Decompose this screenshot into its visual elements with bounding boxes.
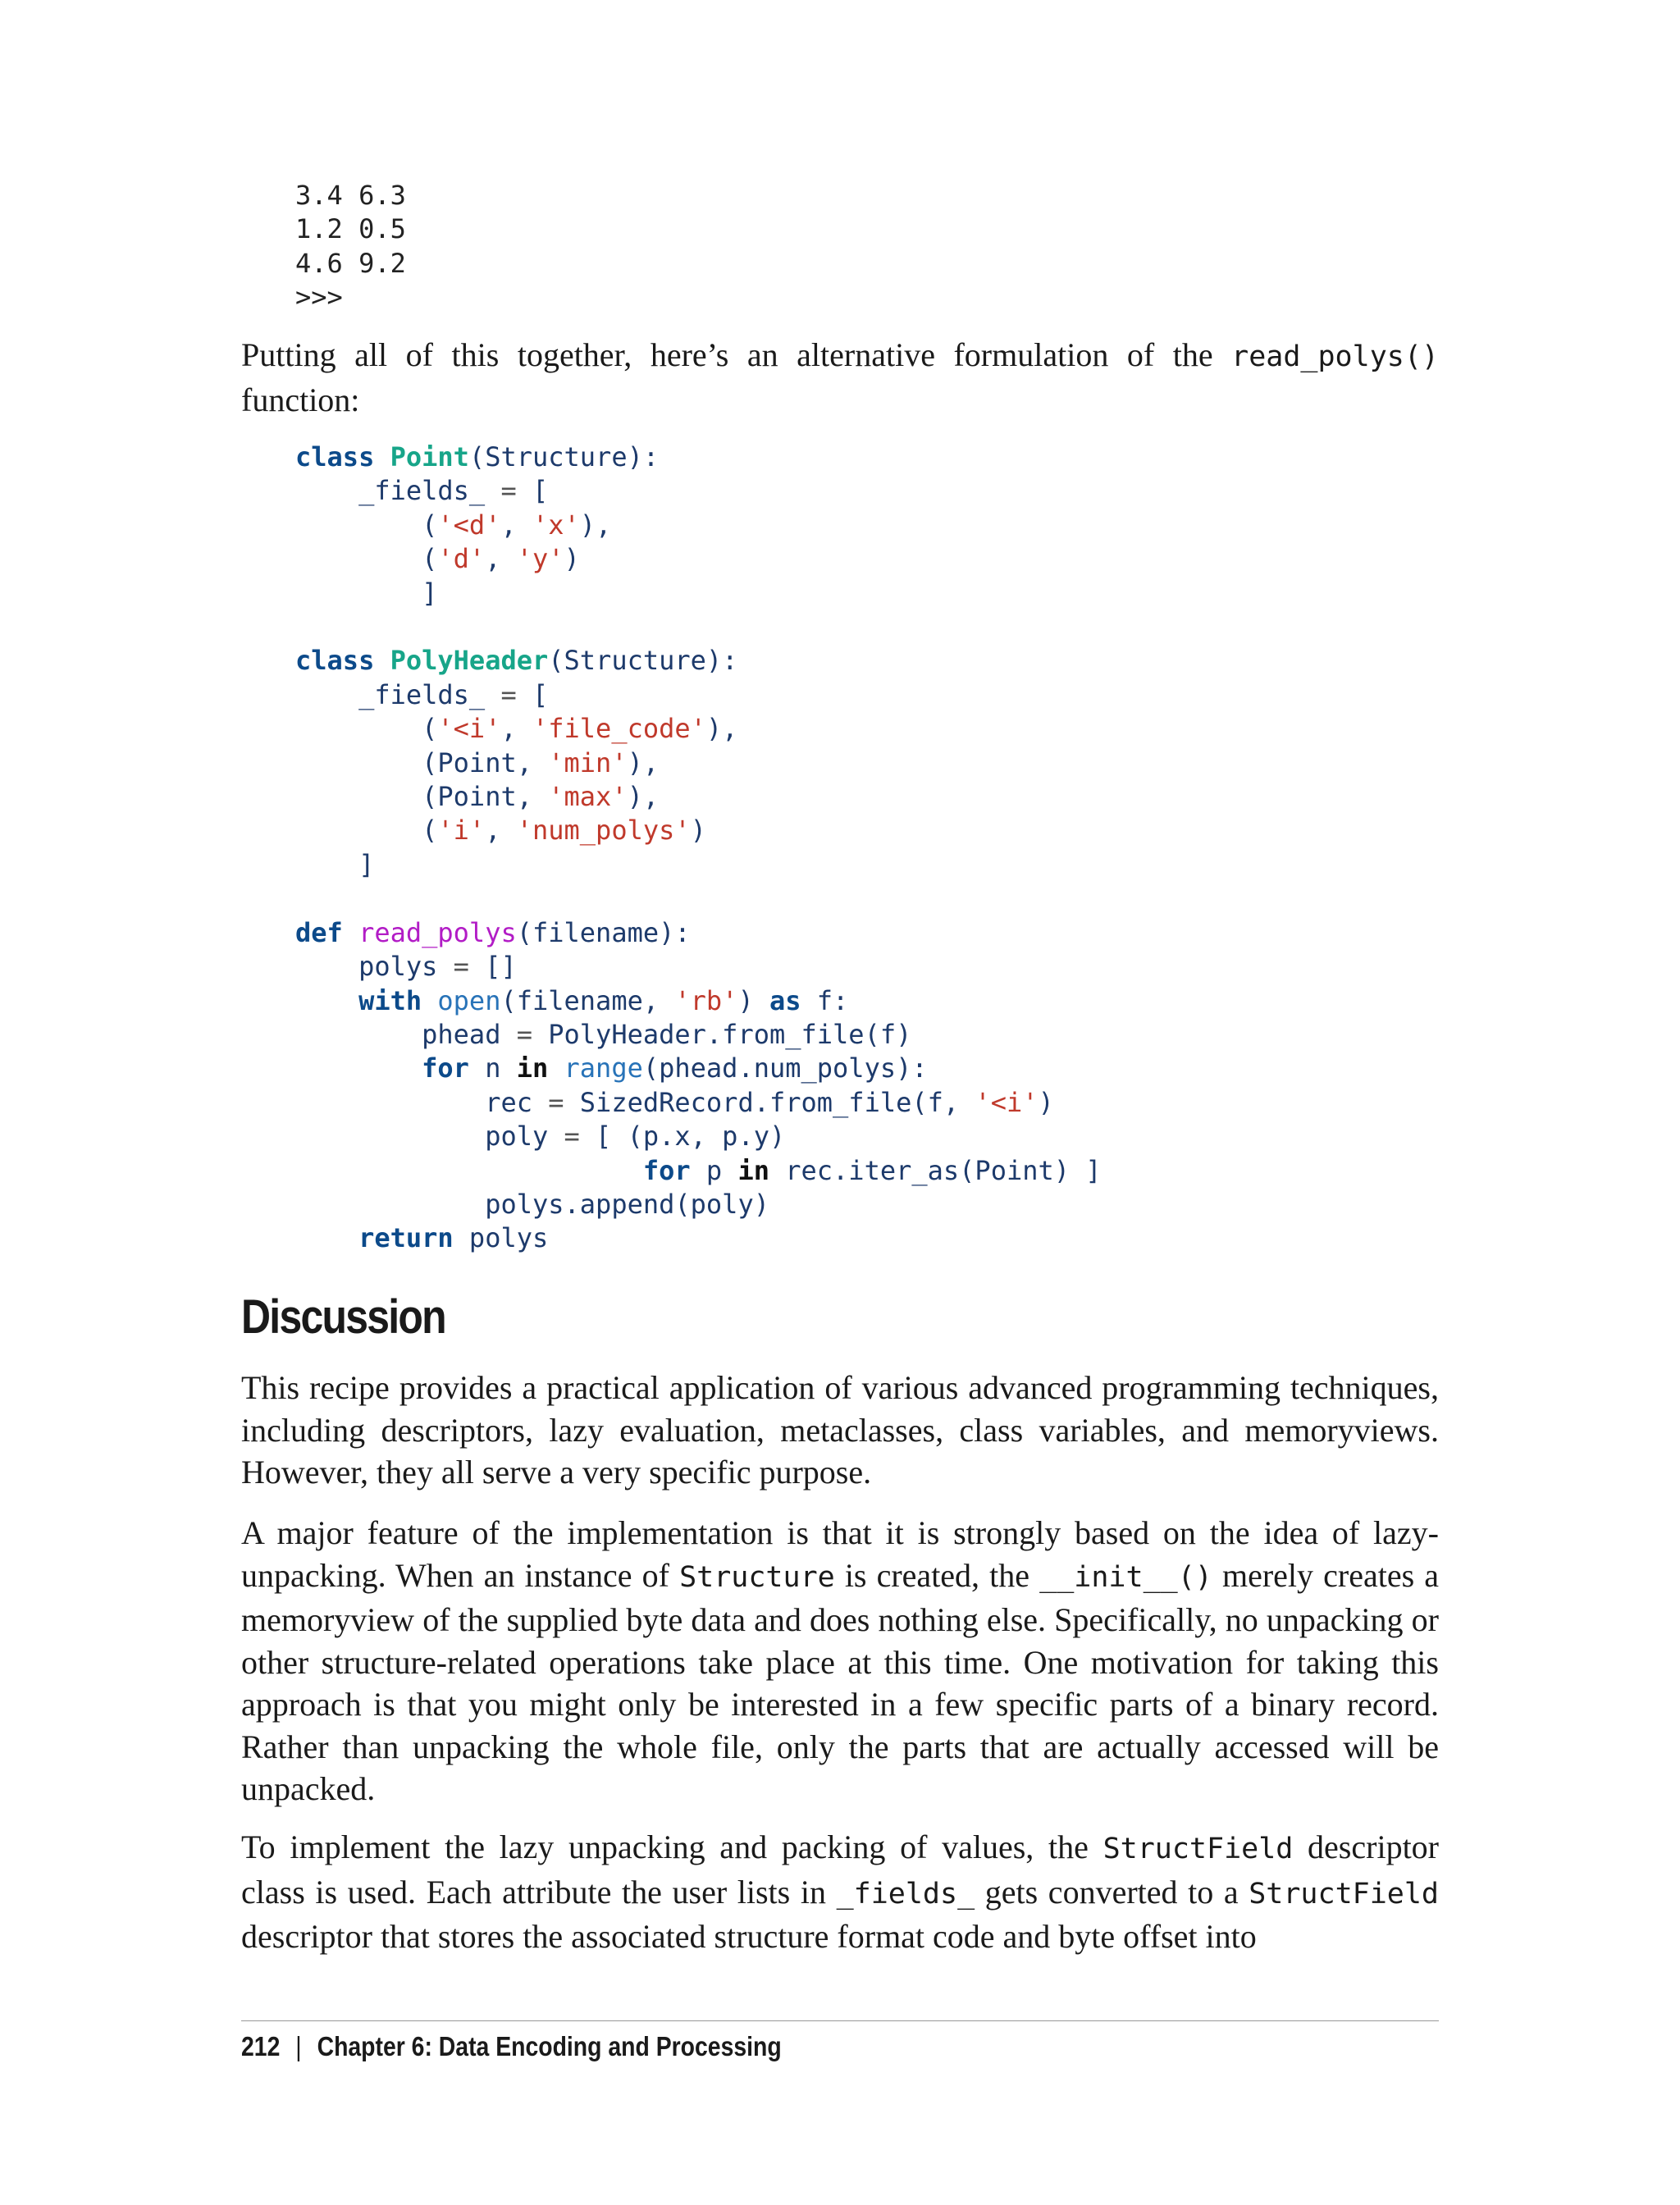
discussion-paragraph-3: To implement the lazy unpacking and packing of values, the StructField descriptor class is used. Each attribute the user lists in _fields_ gets converted to a StructField descriptor that stores the associated structure format code and byte offset into xyxy=(241,1828,1440,1955)
code-listing: class Point(Structure): _fields_ = [ ('<d', 'x'), ('d', 'y') ] class PolyHeader(Structure): _fields_ = [ ('<i', 'file_code'), (Point, 'min'), (Point, 'max'), ('i', 'num_polys') ] def read_polys(filename): polys = [] with open(filename, 'rb') as f: phead = PolyHeader.from_file(f) for n in range(phead.num_polys): rec = SizedRecord.from_file(f, '<i') poly = [ (p.x, p.y) for p in rec.iter_as(Point) ] polys.append(poly) return polys xyxy=(295,441,1102,1254)
section-heading: Discussion xyxy=(241,1290,445,1344)
inline-code: Structure xyxy=(679,1560,835,1594)
inline-code: _fields_ xyxy=(836,1877,975,1911)
footer-separator: | xyxy=(295,2031,302,2061)
code-line: 4.6 9.2 xyxy=(295,247,406,279)
chapter-title: Chapter 6: Data Encoding and Processing xyxy=(317,2031,782,2061)
intro-paragraph: Putting all of this together, here’s an alternative formulation of the read_polys() function: xyxy=(241,336,1439,418)
page-number: 212 xyxy=(241,2031,281,2061)
discussion-paragraph-1: This recipe provides a practical application of various advanced programming techniques, including descriptors, lazy evaluation, metaclasses, class variables, and memoryviews. However, they all serve a very specific purpose. xyxy=(241,1369,1439,1491)
output-code-block xyxy=(295,179,406,315)
inline-code: StructField xyxy=(1102,1833,1294,1865)
inline-code: StructField xyxy=(1249,1877,1440,1911)
discussion-paragraph-2: A major feature of the implementation is that it is strongly based on the idea of lazy-unpacking. When an instance of Structure is created, the __init__() merely creates a memoryview of the supplied byte data and does nothing else. Specifically, no unpacking or other structure-related operations take place at this time. One motivation for taking this approach is that you might only be interested in a few specific parts of a binary record. Rather than unpacking the whole file, only the parts that are actually accessed will be unpacked. xyxy=(241,1514,1439,1807)
code-line: 3.4 6.3 xyxy=(295,180,406,211)
code-line: >>> xyxy=(295,281,343,313)
code-line: 1.2 0.5 xyxy=(295,213,406,245)
page-footer xyxy=(241,2031,782,2062)
inline-code: read_polys() xyxy=(1231,340,1439,373)
footer-divider xyxy=(241,2020,1439,2021)
inline-code: __init__() xyxy=(1039,1560,1212,1594)
